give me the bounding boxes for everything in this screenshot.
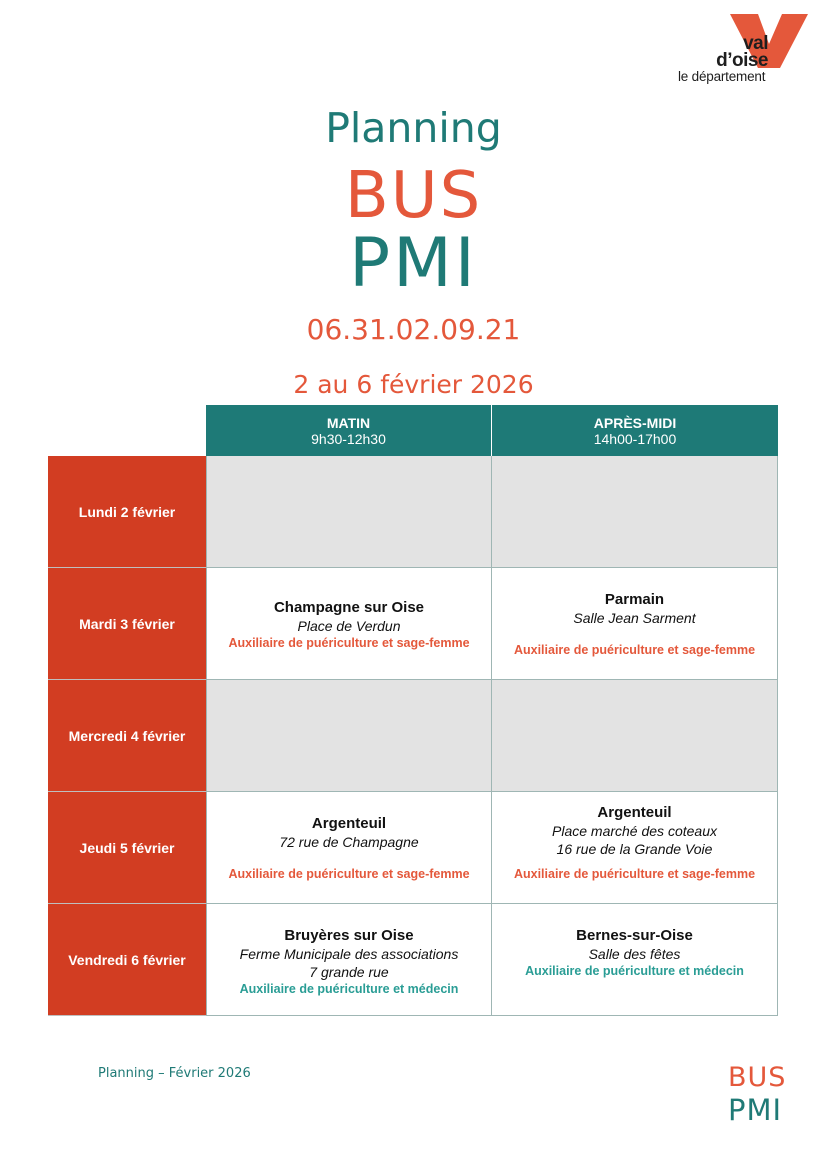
day-label: Mardi 3 février [48,568,206,680]
column-hours: 9h30-12h30 [311,431,386,447]
slot-location: Champagne sur Oise [273,599,425,616]
slot-afternoon [492,792,778,904]
column-label: MATIN [326,415,371,431]
val-doise-logo [676,12,812,88]
slot-address-line2: 16 rue de la Grande Voie [556,841,713,857]
period-dates: 2 au 6 février 2026 [293,370,534,399]
day-label: Vendredi 6 février [48,904,206,1016]
day-label: Jeudi 5 février [48,792,206,904]
slot-location: Parmain [604,591,665,608]
slot-morning [206,568,492,680]
table-row [48,456,778,568]
table-row [48,904,778,1016]
table-row [48,680,778,792]
column-hours: 14h00-17h00 [593,431,677,447]
slot-address: Place de Verdun [297,618,401,634]
pmi-wordmark: PMI [349,224,478,303]
slot-address-line2: 7 grande rue [309,964,389,980]
schedule-table [48,405,778,1020]
footer-text: Planning – Février 2026 [98,1066,251,1081]
slot-staff: Auxiliaire de puériculture et médecin [525,964,744,978]
slot-staff: Auxiliaire de puériculture et sage-femme [228,636,470,650]
day-label: Lundi 2 février [48,456,206,568]
column-header-morning [206,405,492,456]
slot-address: Place marché des coteaux [552,823,717,839]
slot-address: 72 rue de Champagne [279,834,419,850]
bus-wordmark: BUS [344,159,483,233]
slot-afternoon-empty [492,680,778,792]
page-title: Planning [325,104,502,152]
slot-afternoon-empty [492,456,778,568]
slot-staff: Auxiliaire de puériculture et sage-femme [513,643,756,657]
footer-pmi-wordmark: PMI [728,1093,783,1127]
table-row [48,568,778,680]
logo-line-departement: le département [678,69,766,84]
slot-address: Salle Jean Sarment [573,610,696,626]
table-row [48,792,778,904]
slot-staff: Auxiliaire de puériculture et médecin [239,982,459,996]
slot-location: Argenteuil [311,815,387,832]
column-header-afternoon [492,405,778,456]
column-label: APRÈS-MIDI [593,415,677,431]
slot-morning-empty [206,456,492,568]
slot-address: Ferme Municipale des associations [239,946,459,962]
slot-morning-empty [206,680,492,792]
slot-staff: Auxiliaire de puériculture et sage-femme [228,867,470,881]
slot-address: Salle des fêtes [588,946,681,962]
slot-location: Bruyères sur Oise [284,927,414,944]
logo-line-doise: d’oise [716,50,768,71]
phone-number: 06.31.02.09.21 [306,313,521,346]
logo-line-val: val [743,33,768,54]
slot-location: Bernes-sur-Oise [576,927,693,944]
slot-afternoon [492,568,778,680]
slot-staff: Auxiliaire de puériculture et sage-femme [513,867,756,881]
slot-morning [206,792,492,904]
footer-bus-wordmark: BUS [728,1062,787,1093]
slot-morning [206,904,492,1016]
slot-location: Argenteuil [597,804,672,821]
slot-afternoon [492,904,778,1016]
day-label: Mercredi 4 février [48,680,206,792]
